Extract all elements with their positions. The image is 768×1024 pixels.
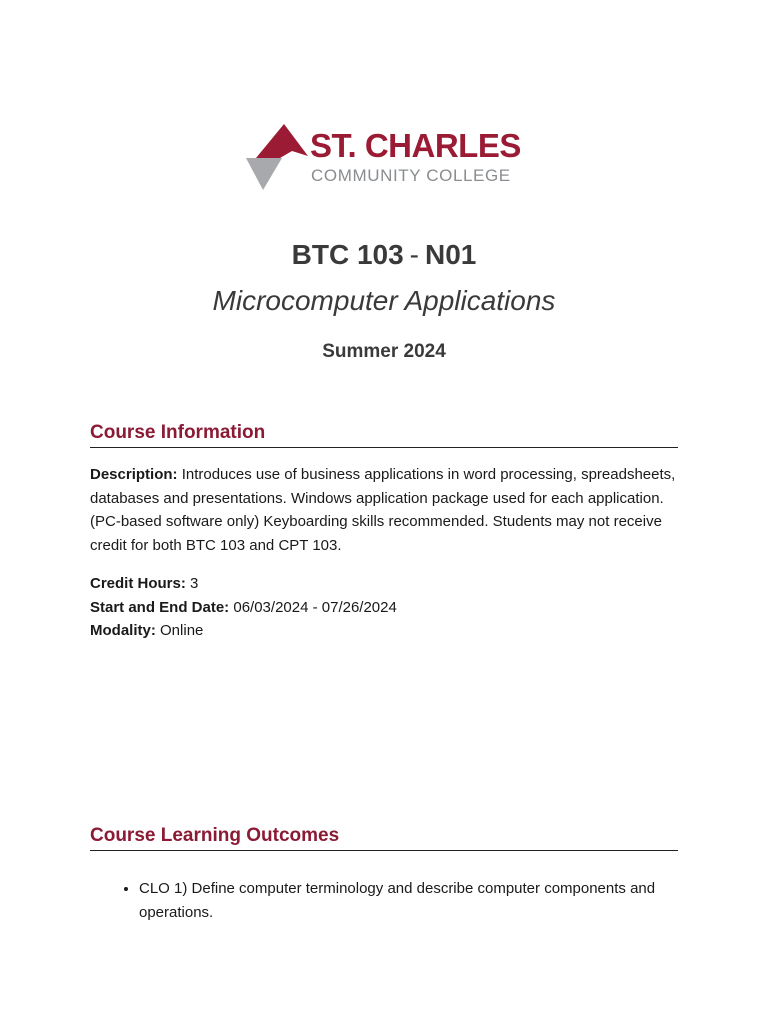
course-section: N01 (425, 239, 477, 270)
course-name: Microcomputer Applications (212, 285, 556, 316)
modality-row (90, 619, 678, 643)
dates-row (90, 596, 678, 620)
modality-value: Online (160, 622, 204, 639)
course-information-heading: Course Information (90, 421, 678, 448)
modality-label: Modality: (90, 622, 156, 639)
dates-value: 06/03/2024 - 07/26/2024 (233, 598, 397, 616)
learning-outcomes-list (90, 877, 678, 924)
course-details (90, 572, 678, 643)
credit-hours-label: Credit Hours: (90, 575, 186, 592)
logo-name: ST. CHARLES (310, 127, 521, 164)
learning-outcomes-heading: Course Learning Outcomes (90, 824, 678, 851)
logo-mark-icon (246, 124, 308, 190)
course-code: BTC 103 (291, 239, 404, 270)
credit-hours-value: 3 (190, 575, 199, 592)
credit-hours-row (90, 572, 678, 596)
description-text: Introduces use of business applications in word processing, spreadsheets, databases and presentations. Windows application package used for each application. (PC-based software only) Keyboarding skills recommended. Students may not receive credit for both BTC 103 and CPT 103. (90, 466, 676, 554)
course-code-separator: - (409, 239, 419, 270)
course-code-title (0, 238, 768, 272)
list-item: • CLO 1) Define computer terminology and describe computer components and operations. (139, 877, 678, 924)
description-label: Description: (90, 466, 178, 483)
course-term: Summer 2024 (322, 341, 446, 362)
logo-subtitle: COMMUNITY COLLEGE (311, 166, 511, 185)
dates-label: Start and End Date: (90, 598, 230, 616)
course-description (90, 463, 678, 557)
college-logo (246, 124, 521, 190)
